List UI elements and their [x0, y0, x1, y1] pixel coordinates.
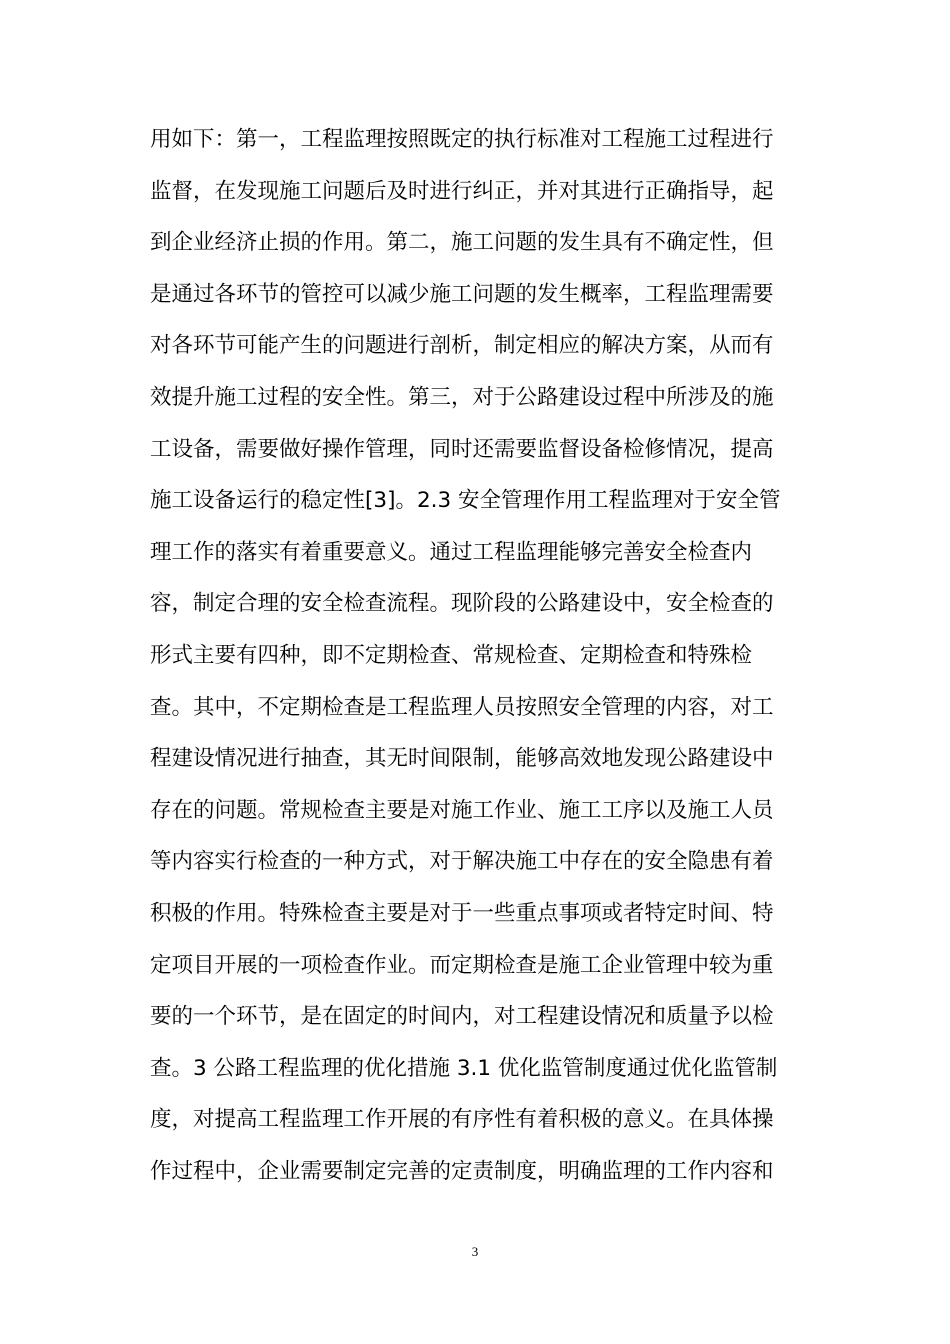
- text-line: 度，对提高工程监理工作开展的有序性有着积极的意义。在具体操: [150, 1107, 774, 1133]
- text-line: 作过程中，企业需要制定完善的定责制度，明确监理的工作内容和: [150, 1158, 774, 1184]
- text-line: 施工设备运行的稳定性[3]。2.3 安全管理作用工程监理对于安全管: [150, 488, 781, 514]
- text-line: 监督，在发现施工问题后及时进行纠正，并对其进行正确指导，起: [150, 178, 774, 204]
- text-line: 积极的作用。特殊检查主要是对于一些重点事项或者特定时间、特: [150, 900, 774, 926]
- text-line: 查。3 公路工程监理的优化措施 3.1 优化监管制度通过优化监管制: [150, 1055, 778, 1081]
- text-line: 存在的问题。常规检查主要是对施工作业、施工工序以及施工人员: [150, 797, 774, 823]
- text-line: 要的一个环节，是在固定的时间内，对工程建设情况和质量予以检: [150, 1004, 774, 1030]
- text-line: 定项目开展的一项检查作业。而定期检查是施工企业管理中较为重: [150, 952, 774, 978]
- text-line: 理工作的落实有着重要意义。通过工程监理能够完善安全检查内: [150, 539, 753, 565]
- page-number: 3: [471, 1244, 479, 1259]
- body-text: [150, 114, 810, 1197]
- text-line: 到企业经济止损的作用。第二，施工问题的发生具有不确定性，但: [150, 230, 774, 256]
- text-line: 工设备，需要做好操作管理，同时还需要监督设备检修情况，提高: [150, 436, 774, 462]
- text-line: 效提升施工过程的安全性。第三，对于公路建设过程中所涉及的施: [150, 384, 774, 410]
- text-line: 形式主要有四种，即不定期检查、常规检查、定期检查和特殊检: [150, 642, 753, 668]
- text-line: 容，制定合理的安全检查流程。现阶段的公路建设中，安全检查的: [150, 591, 774, 617]
- text-line: 用如下：第一，工程监理按照既定的执行标准对工程施工过程进行: [150, 127, 774, 152]
- text-line: 是通过各环节的管控可以减少施工问题的发生概率，工程监理需要: [150, 281, 774, 307]
- text-line: 程建设情况进行抽查，其无时间限制，能够高效地发现公路建设中: [150, 746, 774, 772]
- text-line: 查。其中，不定期检查是工程监理人员按照安全管理的内容，对工: [150, 694, 774, 720]
- text-line: 对各环节可能产生的问题进行剖析，制定相应的解决方案，从而有: [150, 333, 774, 359]
- text-line: 等内容实行检查的一种方式，对于解决施工中存在的安全隐患有着: [150, 849, 774, 875]
